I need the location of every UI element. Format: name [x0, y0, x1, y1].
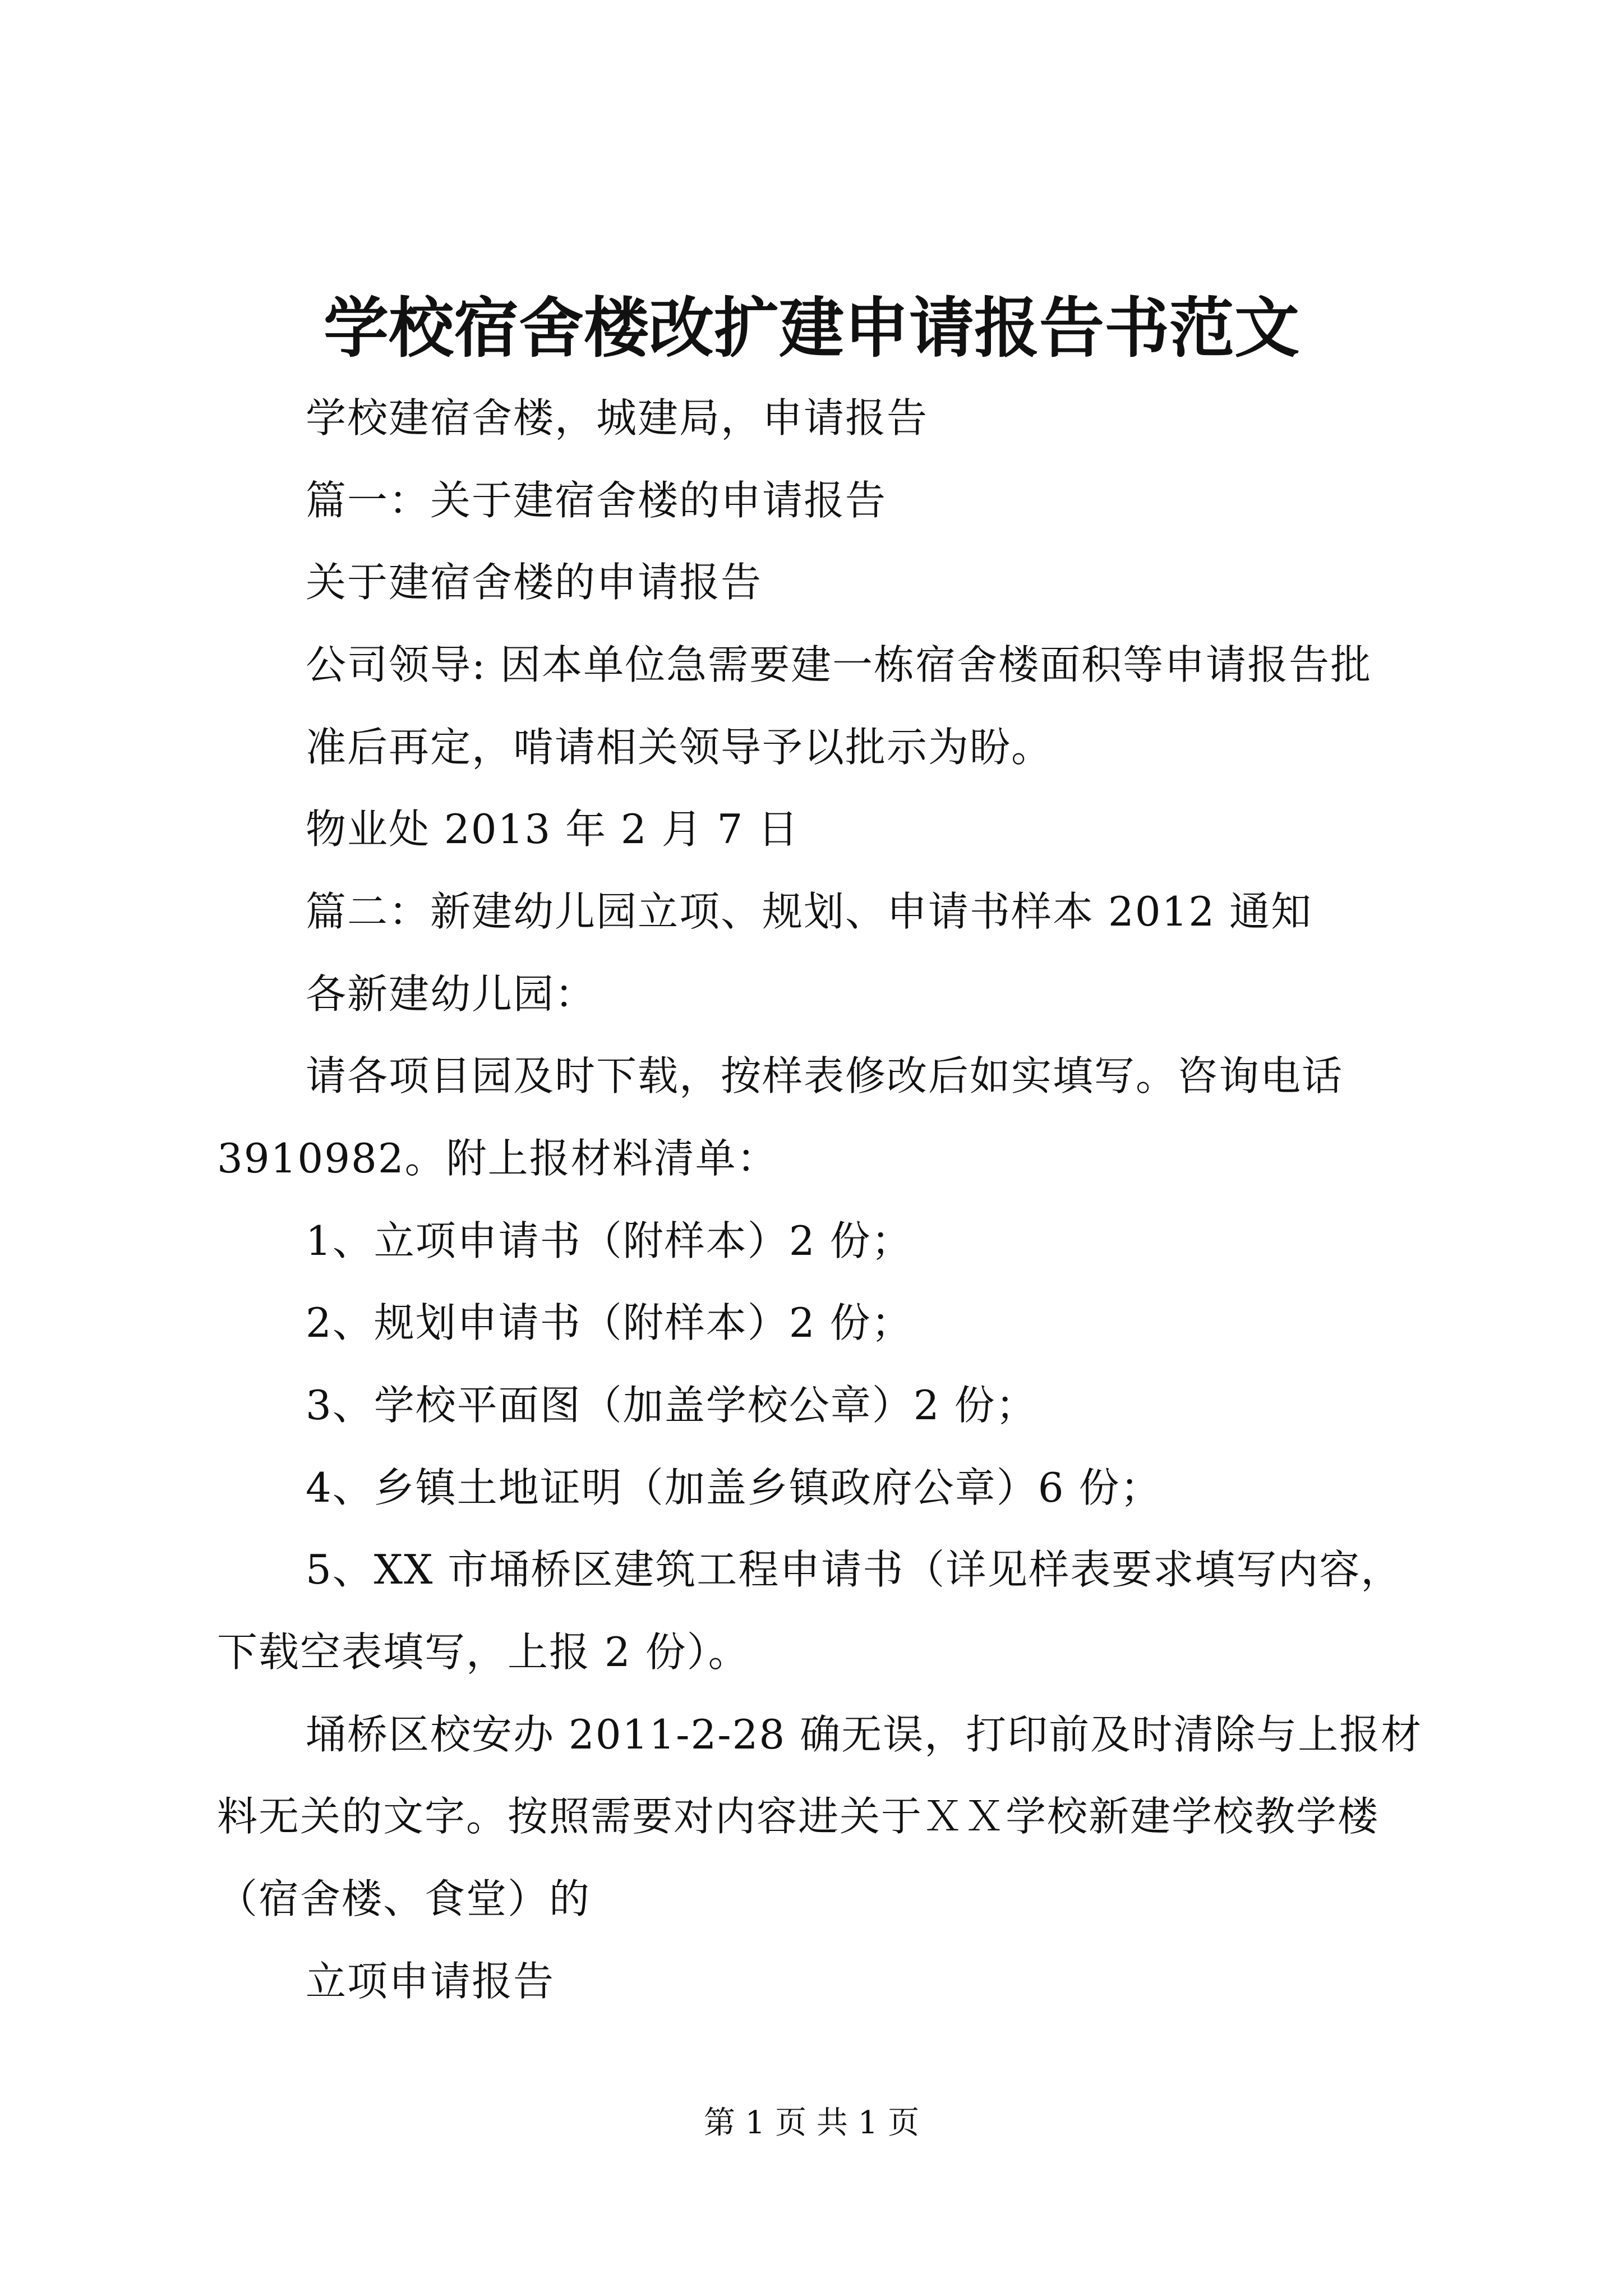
section-heading-2: 篇二：新建幼儿园立项、规划、申请书样本 2012 通知 [306, 888, 1313, 935]
report-title: 关于建宿舍楼的申请报告 [306, 559, 763, 606]
paragraph-line: （宿舍楼、食堂）的 [217, 1875, 591, 1922]
list-item: 1、立项申请书（附样本）2 份； [306, 1217, 913, 1264]
signature-date-line: 物业处 2013 年 2 月 7 日 [306, 806, 800, 853]
paragraph-line: 准后再定，啃请相关领导予以批示为盼。 [306, 724, 1053, 771]
list-item: 3、学校平面图（加盖学校公章）2 份； [306, 1382, 1038, 1429]
paragraph-line: 公司领导: 因本单位急需要建一栋宿舍楼面积等申请报告批 [306, 641, 1372, 688]
page-number-footer: 第 1 页 共 1 页 [703, 2105, 920, 2141]
list-item: 5、XX 市埇桥区建筑工程申请书（详见样表要求填写内容， [306, 1546, 1403, 1593]
paragraph-line: 立项申请报告 [306, 1958, 555, 2005]
list-item-continued: 下载空表填写，上报 2 份）。 [217, 1628, 750, 1676]
section-heading-1: 篇一：关于建宿舍楼的申请报告 [306, 477, 887, 524]
paragraph-line: 埇桥区校安办 2011-2-28 确无误，打印前及时清除与上报材 [306, 1711, 1423, 1758]
keywords-line: 学校建宿舍楼，城建局，申请报告 [306, 394, 929, 441]
list-item: 4、乡镇土地证明（加盖乡镇政府公章）6 份； [306, 1464, 1162, 1511]
list-item: 2、规划申请书（附样本）2 份； [306, 1299, 913, 1346]
paragraph-line: 料无关的文字。按照需要对内容进关于ＸＸ学校新建学校教学楼 [217, 1793, 1380, 1840]
salutation-line: 各新建幼儿园： [306, 970, 597, 1018]
paragraph-line: 3910982。附上报材料清单： [217, 1135, 778, 1182]
paragraph-line: 请各项目园及时下载，按样表修改后如实填写。咨询电话 [306, 1052, 1344, 1099]
document-title: 学校宿舍楼改扩建申请报告书范文 [324, 290, 1299, 366]
